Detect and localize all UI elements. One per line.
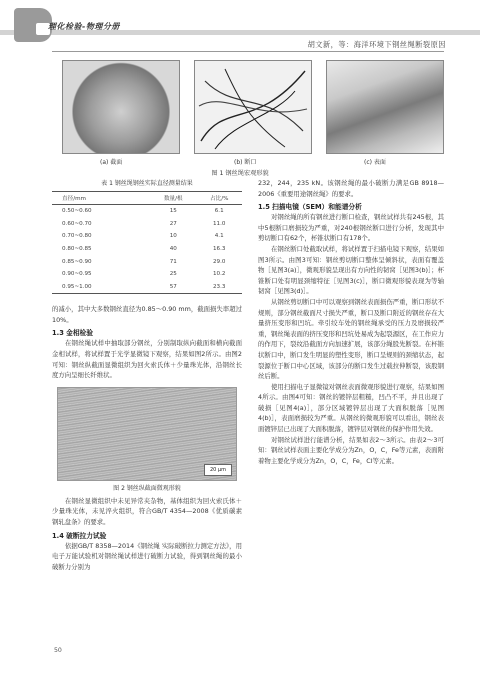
table-cell: 23.3 bbox=[196, 281, 242, 294]
table-cell: 29.0 bbox=[212, 258, 226, 265]
scale-bar: 20 μm bbox=[204, 464, 232, 476]
journal-logo bbox=[14, 8, 52, 42]
table-cell: 27 bbox=[169, 220, 177, 227]
table-header-diameter: 直径/mm bbox=[52, 192, 150, 205]
paragraph: 在钢丝显微组织中未见异常夹杂物，基体组织为回火索氏体＋少量珠光体，未见淬火组织，符合GB/T 4354—2008《优质碳素钢轧盘条》的要求。 bbox=[52, 496, 242, 526]
table-1-caption: 表 1 钢丝绳钢丝实际直径测量结果 bbox=[101, 180, 193, 187]
table-cell: 16.3 bbox=[212, 246, 226, 253]
subcaption-a: (a) 截面 bbox=[100, 159, 123, 166]
table-cell: 4.1 bbox=[214, 233, 224, 240]
table-1 bbox=[52, 191, 242, 294]
table-cell: 0.70~0.80 bbox=[62, 233, 92, 240]
table-cell: 11.0 bbox=[212, 220, 226, 227]
wire-strands-drawing bbox=[195, 61, 311, 153]
subcaption-c: (c) 表面 bbox=[364, 159, 386, 166]
table-header-percent: 占比/% bbox=[196, 192, 242, 205]
table-cell: 10 bbox=[169, 233, 177, 240]
photo-fracture bbox=[194, 60, 312, 154]
table-header-count: 数量/根 bbox=[150, 192, 196, 205]
paragraph: 232，244，235 kN。该钢丝绳的最小破断力满足GB 8918—2006《重要用途钢丝绳》的要求。 bbox=[258, 179, 444, 198]
table-row bbox=[52, 255, 242, 268]
table-cell: 6.1 bbox=[214, 208, 224, 215]
section-heading-1-4: 1.4 破断拉力试验 bbox=[52, 531, 107, 540]
page-header bbox=[0, 0, 480, 60]
page-number: 50 bbox=[54, 647, 62, 654]
figure-2-caption: 图 2 钢丝纵截面微观形貌 bbox=[113, 484, 181, 492]
section-heading-1-5: 1.5 扫描电镜（SEM）和能谱分析 bbox=[258, 203, 362, 212]
table-cell: 0.50~0.60 bbox=[62, 208, 92, 215]
figure-1-caption: 图 1 钢丝绳宏观形貌 bbox=[211, 170, 269, 177]
table-row bbox=[52, 230, 242, 243]
table-cell: 0.90~0.95 bbox=[62, 271, 92, 278]
table-cell: 15 bbox=[169, 208, 177, 215]
table-cell: 0.80~0.85 bbox=[62, 246, 92, 253]
table-cell: 0.85~0.90 bbox=[62, 258, 92, 265]
paragraph: 对钢丝绳的所有钢丝进行断口检查，钢丝试样共有245根，其中5根断口磨损较为严重，对240根钢丝断口进行分析，发现其中剪切断口有62个，杯锥状断口有178个。 bbox=[258, 213, 444, 243]
figure-1 bbox=[62, 60, 444, 166]
right-column bbox=[258, 178, 444, 466]
table-cell: 71 bbox=[169, 258, 177, 265]
paragraph: 的减小，其中大多数钢丝直径为0.85～0.90 mm，截面损失率超过10%。 bbox=[52, 305, 242, 324]
left-column bbox=[52, 178, 242, 572]
header-rule bbox=[52, 51, 444, 52]
photo-cross-section bbox=[62, 60, 180, 154]
table-row bbox=[52, 243, 242, 256]
paragraph: 从钢丝剪切断口中可以观察到钢丝表面损伤严重，断口形状不规则，部分钢丝截面尺寸损失严重，断口及断口附近的钢丝存在大量挤压变形和凹坑。牵引绞车处的钢丝绳承受的压力及磨损较严重，钢丝绳表面的挤压变形和凹坑处易成为起裂源区，在工作应力的作用下，裂纹沿截面方向加速扩展，该部分绳股先断裂。在杯锥状断口中，断口发生明显的塑性变形，断口呈规则的颈缩状态，起裂源位于断口中心区域，该部分的断口发生过载拉伸断裂，该股钢丝后断。 bbox=[258, 297, 444, 381]
table-cell: 57 bbox=[150, 281, 196, 294]
paragraph: 使用扫描电子显微镜对钢丝表面微观形貌进行观察，结果如图4所示。由图4可知：钢丝的镀锌层粗糙，凹凸不平，并且出现了破损［见图4(a)］，部分区域镀锌层出现了大面积脱落［见图4(b)］，表面磨损较为严重。从钢丝的微观形貌可以看出，钢丝表面镀锌层已出现了大面积脱落，镀锌层对钢丝的保护作用失效。 bbox=[258, 382, 444, 434]
table-cell: 40 bbox=[169, 246, 177, 253]
table-row bbox=[52, 281, 242, 294]
table-cell: 25 bbox=[169, 271, 177, 278]
column-title: 理化检验-物理分册 bbox=[48, 22, 120, 31]
paragraph: 对钢丝试样进行能谱分析，结果如表2～3所示。由表2～3可知：钢丝试样表面主要化学成分为Zn，O，C，Fe等元素，表面附着物主要化学成分为Zn，O，C，Fe，Cl等元素。 bbox=[258, 435, 444, 465]
photo-surface bbox=[326, 60, 444, 154]
table-cell: 10.2 bbox=[212, 271, 226, 278]
paragraph: 在钢丝绳试样中抽取部分钢丝，分别制取纵向截面和横向截面金相试样，将试样置于光学显微镜下观察，结果如图2所示。由图2可知：钢丝纵截面显微组织为回火索氏体＋少量珠光体，沿钢丝长度方向呈细长纤维状。 bbox=[52, 339, 242, 380]
table-row bbox=[52, 205, 242, 218]
table-row bbox=[52, 218, 242, 231]
table-row bbox=[52, 268, 242, 281]
table-1-body bbox=[52, 205, 242, 294]
paragraph: 在钢丝断口处截取试样，将试样置于扫描电镜下观察，结果如图3所示。由图3可知：钢丝剪切断口整体呈倾斜状，表面有覆盖物［见图3(a)］，微观形貌呈现出有方向性的韧窝［见图3(b)］；杯锥断口处有明显颈缩特征［见图3(c)］，断口微观形貌表现为等轴韧窝［见图3(d)］。 bbox=[258, 244, 444, 296]
table-cell: 0.95~1.00 bbox=[52, 281, 150, 294]
table-cell: 0.60~0.70 bbox=[62, 220, 92, 227]
figure-2-micrograph bbox=[57, 387, 237, 481]
section-heading-1-3: 1.3 金相检验 bbox=[52, 329, 93, 338]
paragraph: 依据GB/T 8358—2014《钢丝绳 实际破断拉力测定方法》，用电子万能试验机对钢丝绳试样进行破断力试验，得到钢丝绳的最小破断力分别为 bbox=[52, 541, 242, 571]
running-head: 胡文新，等：海洋环境下钢丝绳断裂原因 bbox=[307, 40, 446, 49]
subcaption-b: (b) 断口 bbox=[234, 159, 257, 166]
